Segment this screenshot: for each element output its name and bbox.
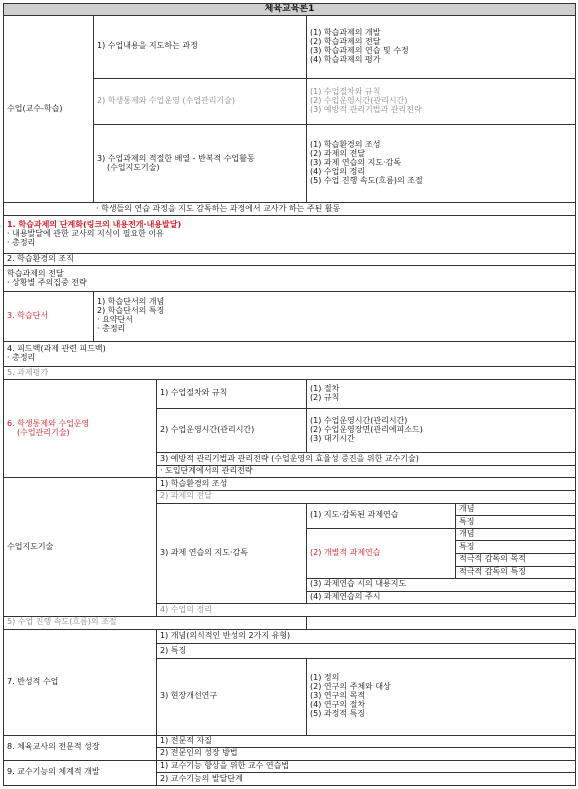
skills-sub-3: (3) 과제연습 시의 내용지도 bbox=[307, 579, 576, 592]
section-6-part1-items: (1) 절차 (2) 규칙 bbox=[307, 379, 576, 408]
table-row bbox=[4, 379, 576, 408]
skills-sub-2-feature: 특징 bbox=[456, 541, 576, 554]
section-3-items: 1) 학습단서의 개념 2) 학습단서의 특징 · 요약단서 · 총정리 bbox=[94, 291, 576, 341]
section-8-item-1: 1) 전문적 자질 bbox=[157, 735, 576, 748]
instruction-part1-label: 1) 수업내용을 지도하는 과정 bbox=[94, 15, 307, 78]
section-7-item-3: 3) 현장개선연구 bbox=[157, 658, 307, 735]
table-row bbox=[4, 616, 576, 629]
skills-sub-4: (4) 과제연습의 주시 bbox=[307, 591, 576, 604]
skills-sub-1-concept: 개념 bbox=[456, 503, 576, 516]
skills-item-4: 4) 수업의 정리 bbox=[157, 604, 576, 617]
section-7-head: 7. 반성적 수업 bbox=[4, 629, 157, 735]
section-8-head: 8. 체육교사의 전문적 성장 bbox=[4, 735, 157, 760]
table-row bbox=[4, 203, 576, 216]
skills-sub-2-purpose: 적극적 감독의 목적 bbox=[456, 553, 576, 566]
instruction-part1-items: (1) 학습과제의 개발 (2) 학습과제의 전달 (3) 학습과제의 연습 및 수정 (4) 학습과제의 평가 bbox=[307, 15, 576, 78]
section-1: 1. 학습과제의 단계화(링크의 내용전개·내용발달) · 내용발달에 관한 교사의 지식이 필요한 이유 · 총정리 bbox=[4, 216, 576, 254]
section-6-part1-label: 1) 수업절차와 규칙 bbox=[157, 379, 307, 408]
instruction-part2-items: (1) 수업절차와 규칙 (2) 수업운영시간(관리시간) (3) 예방적 관리기법과 관리전략 bbox=[307, 78, 576, 124]
instruction-part3-label: 3) 수업과제의 적절한 배열 - 반복적 수업활동 (수업지도기술) bbox=[94, 124, 307, 203]
section-3-head: 3. 학습단서 bbox=[4, 291, 94, 341]
skills-sub-2-characteristic: 적극적 감독의 특징 bbox=[456, 566, 576, 579]
section-4: 4. 피드백(과제 관련 피드백) · 총정리 bbox=[4, 342, 576, 367]
table-row bbox=[4, 735, 576, 748]
skills-sub-1-label: (1) 지도·감독된 과제연습 bbox=[307, 503, 456, 528]
section-6-part2-label: 2) 수업운영시간(관리시간) bbox=[157, 409, 307, 453]
section-1-head: 1. 학습과제의 단계화(링크의 내용전개·내용발달) bbox=[7, 220, 182, 230]
section-7-item-1: 1) 개념(의식적인 반성의 2가지 유형) bbox=[157, 629, 576, 644]
section-6-part2-items: (1) 수업운영시간(관리시간) (2) 수업운영장면(관리에피소드) (3) 대기시간 bbox=[307, 409, 576, 453]
table-row bbox=[4, 342, 576, 367]
section-9-item-1: 1) 교수기능 향상을 위한 교수 연습법 bbox=[157, 760, 576, 773]
section-9-head: 9. 교수기능의 체계적 개발 bbox=[4, 760, 157, 785]
table-row bbox=[4, 266, 576, 291]
skills-sub-2-label: (2) 개별적 과제연습 bbox=[307, 528, 456, 578]
course-outline-table bbox=[3, 3, 576, 786]
skills-sub-2-concept: 개념 bbox=[456, 528, 576, 541]
skills-sub-1-feature: 특징 bbox=[456, 516, 576, 529]
section-9-item-2: 2) 교수기능의 발달단계 bbox=[157, 773, 576, 786]
table-row bbox=[4, 478, 576, 491]
section-5-head: 5. 과제평가 bbox=[4, 367, 576, 380]
table-row bbox=[4, 760, 576, 773]
section-skills-head: 수업지도기술 bbox=[4, 478, 157, 617]
table-row bbox=[4, 291, 576, 341]
section-8-item-2: 2) 전문인의 성장 방법 bbox=[157, 748, 576, 761]
table-row bbox=[4, 15, 576, 78]
section-6-part3-label: 3) 예방적 관리기법과 관리전략 (수업운영의 효율성 증진을 위한 교수기술) bbox=[157, 453, 576, 466]
skills-item-2: 2) 과제의 전달 bbox=[157, 491, 576, 504]
section-2-delivery: 학습과제의 전달 · 상황별 주의집중 전략 bbox=[4, 266, 576, 291]
table-row bbox=[4, 629, 576, 644]
table-row bbox=[4, 216, 576, 254]
section-head-instruction: 수업(교수-학습) bbox=[4, 15, 94, 203]
section-7-item-2: 2) 특징 bbox=[157, 644, 576, 659]
title-row bbox=[4, 4, 576, 16]
table-row bbox=[4, 367, 576, 380]
instruction-note: · 학생들의 연습 과정을 지도 감독하는 과정에서 교사가 하는 주된 활동 bbox=[4, 203, 576, 216]
skills-item-3: 3) 과제 연습의 지도·감독 bbox=[157, 503, 307, 604]
section-7-item-3-subitems: (1) 정의 (2) 연구의 주체와 대상 (3) 연구의 목적 (4) 연구의 절차 (5) 과정적 특징 bbox=[307, 658, 576, 735]
instruction-part2-label: 2) 학생통제와 수업운영 (수업관리기술) bbox=[94, 78, 307, 124]
document-title: 체육교육론1 bbox=[4, 4, 576, 16]
section-6-head: 6. 학생통제와 수업운영 (수업관리기술) bbox=[4, 379, 157, 478]
table-row bbox=[4, 253, 576, 266]
section-6-note: · 도입단계에서의 관리전략 bbox=[157, 465, 576, 478]
section-2-head: 2. 학습환경의 조직 bbox=[4, 253, 576, 266]
skills-item-1: 1) 학습환경의 조성 bbox=[157, 478, 576, 491]
instruction-part3-items: (1) 학습환경의 조성 (2) 과제의 전달 (3) 과제 연습의 지도·감독 (4) 수업의 정리 (5) 수업 진행 속도(흐름)의 조절 bbox=[307, 124, 576, 203]
skills-item-5: 5) 수업 진행 속도(흐름)의 조절 bbox=[4, 616, 307, 629]
